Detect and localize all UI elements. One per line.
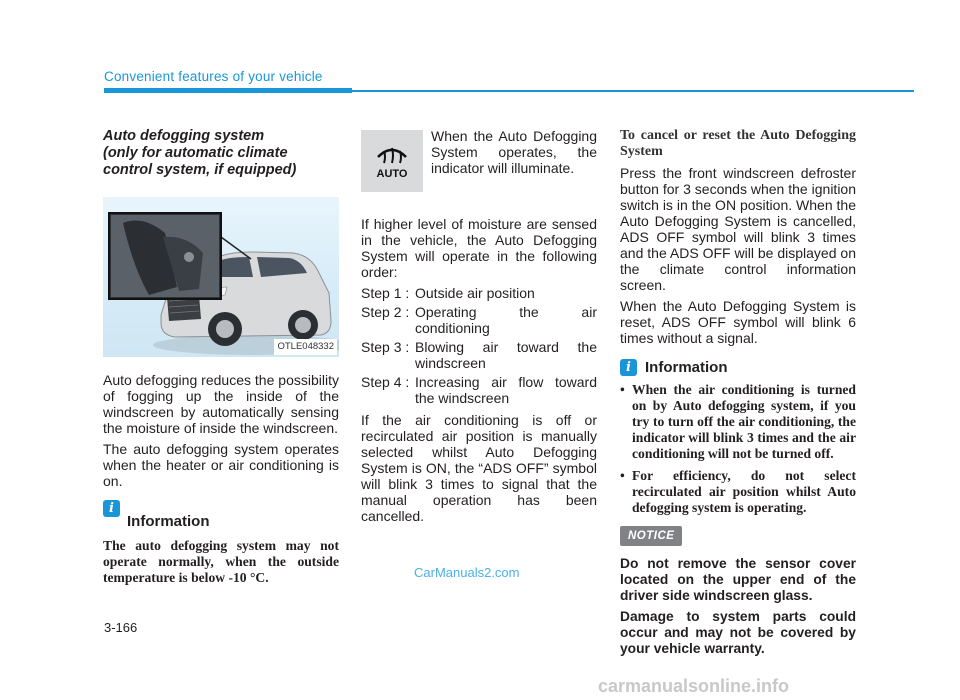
body-paragraph: If the air conditioning is off or recirculated air position is manually selected whilst Auto Defogging System is ON, the “ADS OFF” symbol will blink 3 times to signal that the manual operation has been cancelled. (361, 412, 597, 524)
notice-paragraph: Do not remove the sensor cover located on the upper end of the driver side windscreen glass. (620, 556, 856, 603)
information-heading (620, 359, 856, 376)
step-label: Step 3 : (361, 339, 410, 355)
body-paragraph: When the Auto Defogging System is reset, ADS OFF symbol will blink 6 times without a signal. (620, 298, 856, 346)
page-number: 3-166 (104, 620, 138, 635)
notice-badge: NOTICE (620, 526, 682, 546)
column-left (103, 128, 339, 591)
watermark-text: CarManuals2.com (414, 565, 520, 580)
step-label: Step 2 : (361, 304, 410, 320)
step-text: Blowing air toward the windscreen (415, 339, 597, 371)
information-title: Information (127, 513, 210, 530)
step-item (361, 285, 597, 301)
section-title-line: Auto defogging system (103, 128, 265, 144)
notice-paragraph: Damage to system parts could occur and may not be covered by your vehicle warranty. (620, 609, 856, 656)
body-paragraph: The auto defogging system operates when the heater or air conditioning is on. (103, 441, 339, 489)
photo-reference-code: OTLE048332 (274, 339, 337, 355)
car-illustration (103, 197, 339, 357)
step-label: Step 4 : (361, 374, 410, 390)
step-item (361, 304, 597, 336)
info-icon: i (620, 359, 637, 376)
section-title-line: control system, if equipped) (103, 162, 297, 178)
info-icon: i (103, 500, 120, 517)
header-accent-bar (104, 88, 352, 93)
vehicle-sensor-photo (103, 197, 339, 357)
bullet-item: • When the air conditioning is turned on by Auto defogging system, if you try to turn off the air conditioning, the indicator will blink 3 times and the air conditioning will not be turned off. (620, 382, 856, 462)
column-right (620, 128, 856, 662)
auto-icon-label: AUTO (376, 168, 408, 180)
step-text: Operating the air conditioning (415, 304, 597, 336)
body-paragraph: Press the front windscreen defroster button for 3 seconds when the ignition switch is in the ON position. When the Auto Defogging System is cancelled, ADS OFF symbol will blink 3 times and the ADS OFF will be displayed on the climate control information screen. (620, 165, 856, 293)
body-paragraph: If higher level of moisture are sensed in the vehicle, the Auto Defogging System will operate in the following order: (361, 216, 597, 280)
header-rule (352, 90, 914, 92)
auto-defog-icon (370, 139, 414, 183)
column-middle (361, 128, 597, 529)
bullet-item: • For efficiency, do not select recirculated air position whilst Auto defogging system is operating. (620, 468, 856, 516)
body-paragraph: Auto defogging reduces the possibility of fogging up the inside of the windscreen by automatically sensing the moisture of inside the windscreen. (103, 372, 339, 436)
step-text: Increasing air flow toward the windscreen (415, 374, 597, 406)
indicator-caption: When the Auto Defogging System operates, the indicator will illuminate. (431, 128, 597, 176)
watermark-text: carmanualsonline.info (598, 676, 790, 696)
section-title (103, 128, 339, 179)
section-header-title: Convenient features of your vehicle (104, 69, 323, 84)
information-title: Information (645, 358, 728, 376)
step-item (361, 339, 597, 371)
step-text: Outside air position (415, 285, 535, 301)
information-bullets (620, 382, 856, 516)
information-text: The auto defogging system may not operate normally, when the outside temperature is below -10 °C. (103, 538, 339, 585)
steps-list (361, 285, 597, 406)
step-item (361, 374, 597, 406)
section-title-line: (only for automatic climate (103, 145, 288, 161)
subsection-title: To cancel or reset the Auto Defogging System (620, 128, 856, 159)
auto-defog-indicator (361, 130, 423, 192)
step-label: Step 1 : (361, 285, 410, 301)
